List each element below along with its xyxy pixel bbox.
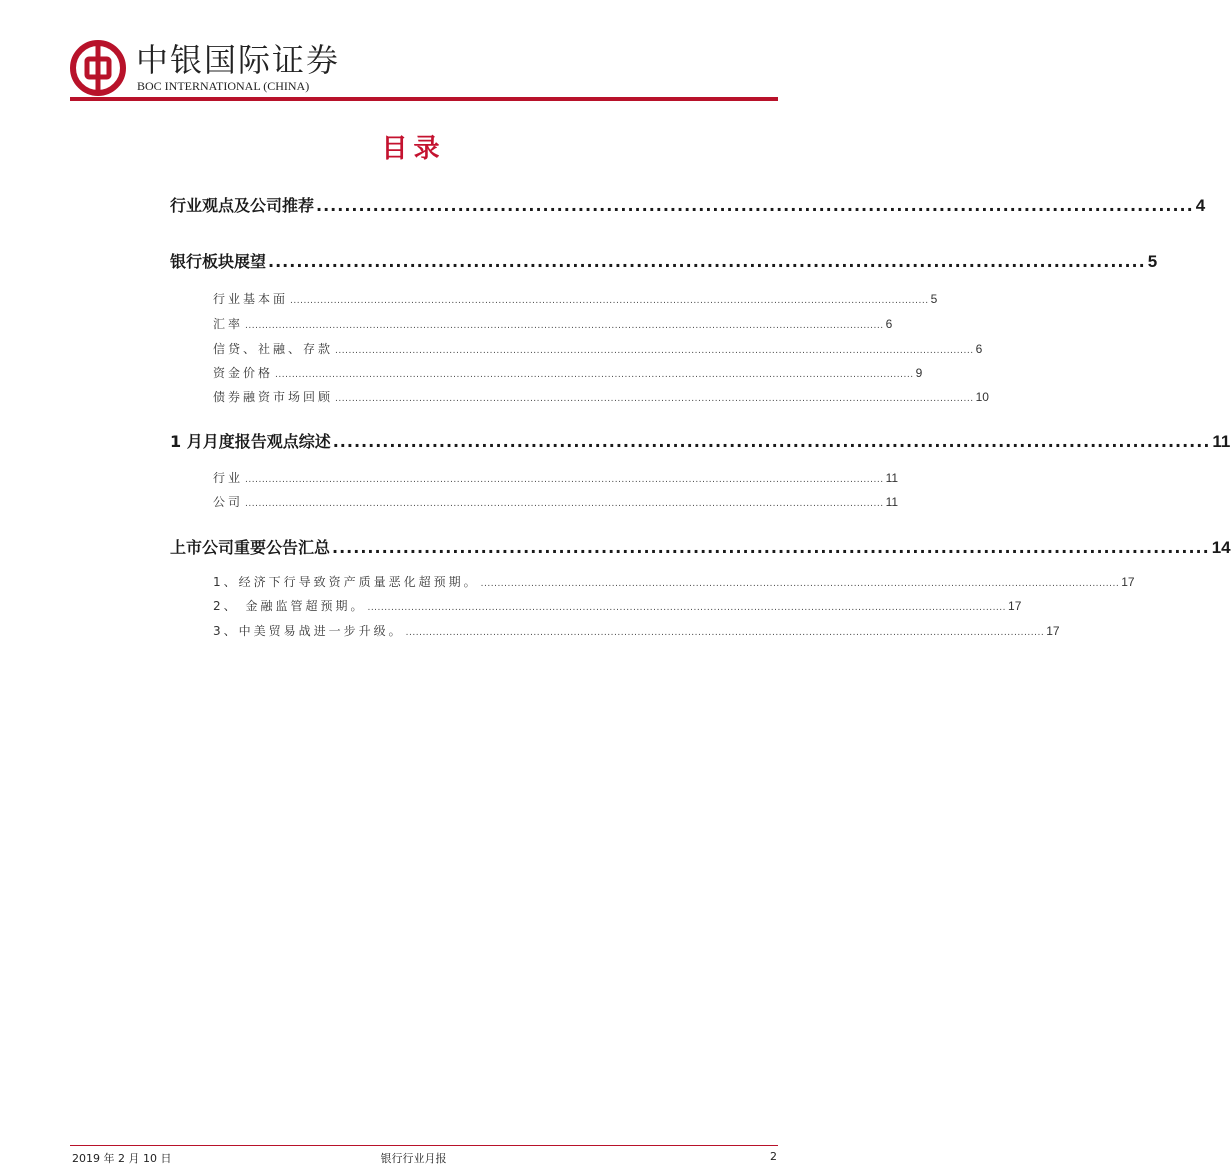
toc-section-label: 行业观点及公司推荐	[170, 196, 315, 215]
toc-section-label: 1 月月度报告观点综述	[170, 432, 331, 451]
toc-leader-dots: ..............................................................................................................................................................................................	[290, 296, 929, 306]
toc-section-label: 上市公司重要公告汇总	[170, 538, 331, 557]
toc-item-page: 5	[930, 292, 938, 306]
toc-item-label: 公司	[213, 495, 244, 509]
toc-item-funding-price[interactable]	[213, 364, 923, 381]
toc-section-page: 14	[1211, 538, 1231, 557]
toc-item-label: 2、 金融监管超预期。	[213, 599, 366, 613]
toc-section-page: 4	[1195, 196, 1206, 215]
toc-item-risk-trade-war[interactable]	[213, 622, 1060, 639]
toc-title: 目录	[381, 134, 446, 164]
toc-item-risk-regulation[interactable]	[213, 597, 1022, 614]
footer-date: 2019 年 2 月 10 日	[72, 1152, 172, 1165]
toc-item-page: 17	[1046, 624, 1060, 638]
toc-item-page: 17	[1008, 599, 1022, 613]
toc-item-fundamentals[interactable]	[213, 290, 938, 307]
toc-leader-dots: ..............................................................................................................................................................................................	[335, 394, 974, 404]
brand-name-chinese: 中银国际证券	[136, 41, 341, 79]
toc-item-industry[interactable]	[213, 469, 899, 486]
toc-leader-dots: ............................................................................................................................	[316, 196, 1194, 215]
footer-page-number: 2	[770, 1150, 777, 1163]
toc-item-page: 6	[975, 342, 983, 356]
toc-item-label: 行业基本面	[213, 292, 289, 306]
toc-item-page: 17	[1121, 575, 1135, 589]
toc-section-label: 银行板块展望	[170, 252, 267, 271]
toc-item-label: 资金价格	[213, 366, 274, 380]
toc-item-label: 债券融资市场回顾	[213, 390, 334, 404]
toc-leader-dots: ..............................................................................................................................................................................................	[367, 603, 1007, 613]
toc-leader-dots: ..............................................................................................................................................................................................	[480, 579, 1120, 589]
toc-leader-dots: ..............................................................................................................................................................................................	[335, 346, 974, 356]
toc-section-bank-outlook[interactable]	[170, 249, 1158, 272]
footer-report-title: 银行行业月报	[380, 1152, 447, 1165]
toc-item-risk-asset-quality[interactable]	[213, 573, 1135, 590]
toc-leader-dots: ............................................................................................................................	[268, 252, 1146, 271]
toc-leader-dots: ............................................................................................................................	[332, 538, 1210, 557]
header-divider	[70, 97, 778, 101]
toc-item-page: 10	[975, 390, 989, 404]
toc-leader-dots: ..............................................................................................................................................................................................	[245, 499, 884, 509]
toc-item-page: 6	[885, 317, 893, 331]
boc-logo-icon	[70, 40, 126, 96]
toc-section-industry-view[interactable]	[170, 193, 1206, 216]
toc-item-page: 9	[915, 366, 923, 380]
toc-leader-dots: ..............................................................................................................................................................................................	[245, 321, 884, 331]
toc-item-label: 汇率	[213, 317, 244, 331]
toc-item-exchange-rate[interactable]	[213, 315, 893, 332]
footer-divider	[70, 1145, 778, 1146]
toc-item-label: 3、中美贸易战进一步升级。	[213, 624, 404, 638]
toc-item-page: 11	[885, 471, 899, 485]
toc-leader-dots: ..............................................................................................................................................................................................	[275, 370, 914, 380]
toc-item-bond-market[interactable]	[213, 388, 989, 405]
toc-section-announcements[interactable]	[170, 535, 1231, 558]
toc-leader-dots: ..............................................................................................................................................................................................	[245, 475, 884, 485]
toc-leader-dots: ..............................................................................................................................................................................................	[405, 628, 1045, 638]
toc-leader-dots: ............................................................................................................................	[332, 432, 1211, 451]
toc-item-label: 信贷、社融、存款	[213, 342, 334, 356]
toc-item-company[interactable]	[213, 493, 899, 510]
toc-section-monthly-review[interactable]	[170, 429, 1231, 452]
toc-item-page: 11	[885, 495, 899, 509]
toc-item-credit-deposits[interactable]	[213, 340, 983, 357]
toc-item-label: 1、经济下行导致资产质量恶化超预期。	[213, 575, 479, 589]
toc-item-label: 行业	[213, 471, 244, 485]
toc-section-page: 5	[1147, 252, 1158, 271]
toc-section-page: 11	[1212, 432, 1231, 451]
brand-name-english: BOC INTERNATIONAL (CHINA)	[137, 79, 310, 93]
